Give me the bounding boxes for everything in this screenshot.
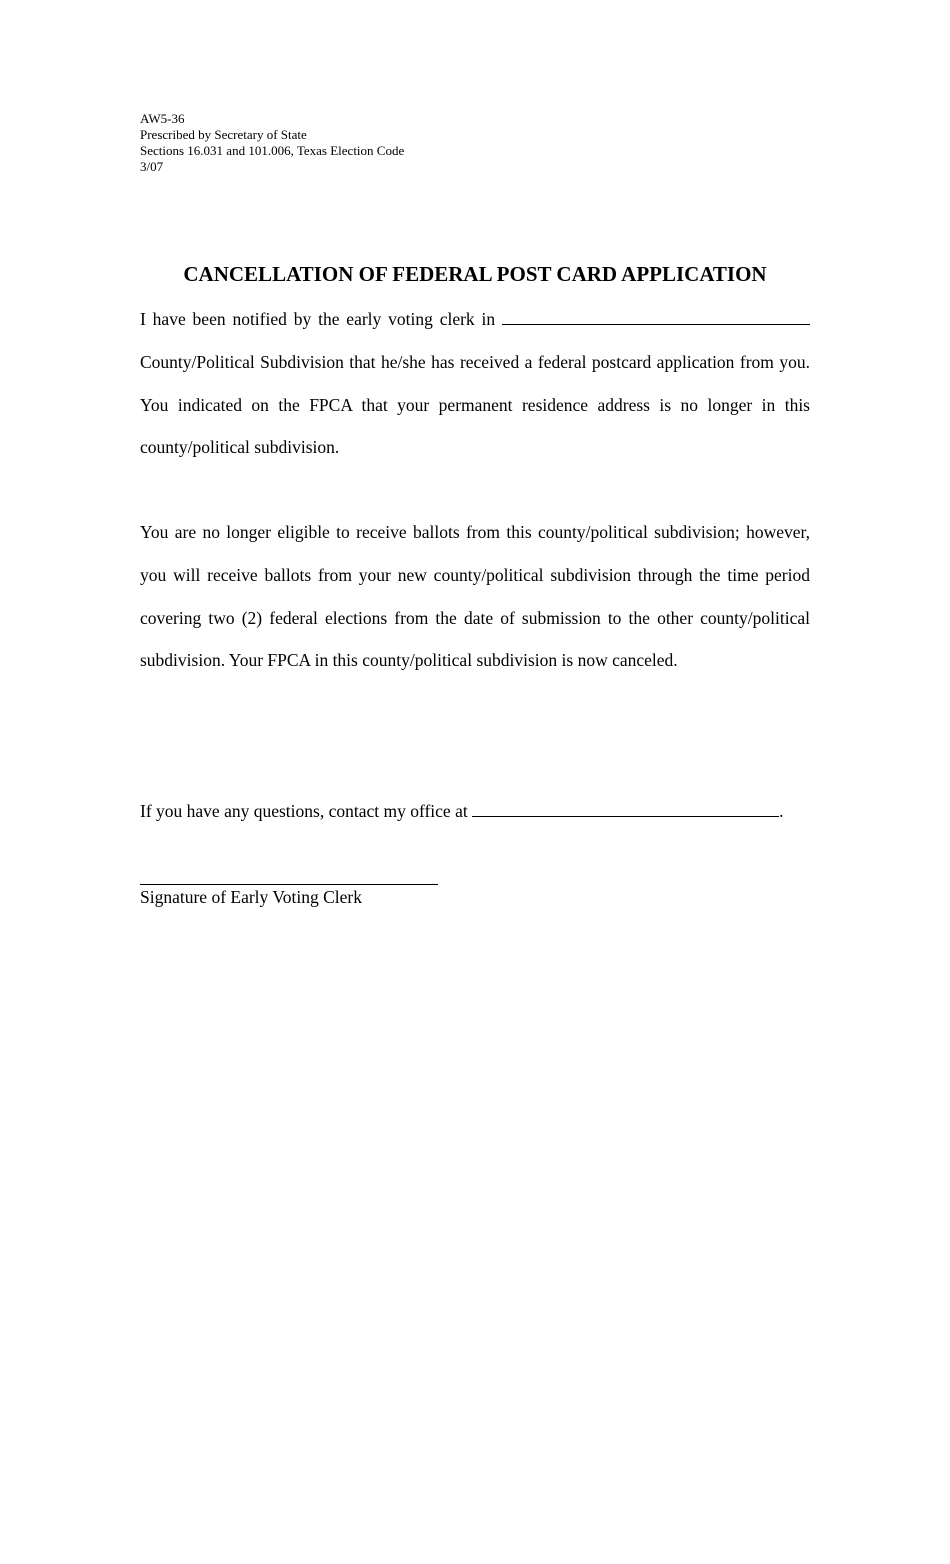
contact-text-start: If you have any questions, contact my office at: [140, 801, 473, 821]
eligibility-paragraph: You are no longer eligible to receive ballots from this county/political subdivision; however, you will receive ballots from your new county/political subdivision through the time period covering two (2) federal elections from the date of submission to the other county/political subdivision. Your FPCA in this county/political subdivision is now canceled.: [140, 522, 810, 671]
contact-text-end: .: [779, 801, 784, 821]
county-blank-line[interactable]: [502, 310, 810, 325]
office-contact-blank-line[interactable]: [472, 802, 779, 817]
notification-text-start: I have been notified by the early voting clerk in: [140, 309, 502, 329]
notification-paragraph: [140, 298, 810, 469]
revision-date: 3/07: [140, 159, 164, 174]
notification-text-end: County/Political Subdivision that he/she has received a federal postcard application from you. You indicated on the FPCA that your permanent residence address is no longer in this county/political subdivision.: [140, 351, 810, 458]
signature-block: [140, 864, 438, 908]
form-number: AW5-36: [140, 111, 185, 126]
contact-paragraph: [140, 790, 810, 833]
document-title: CANCELLATION OF FEDERAL POST CARD APPLICATION: [183, 262, 767, 286]
signature-line[interactable]: [140, 884, 438, 885]
signature-label: Signature of Early Voting Clerk: [140, 887, 362, 907]
code-sections: Sections 16.031 and 101.006, Texas Election Code: [140, 143, 405, 158]
prescribed-by: Prescribed by Secretary of State: [140, 127, 307, 142]
form-header: [140, 111, 404, 175]
